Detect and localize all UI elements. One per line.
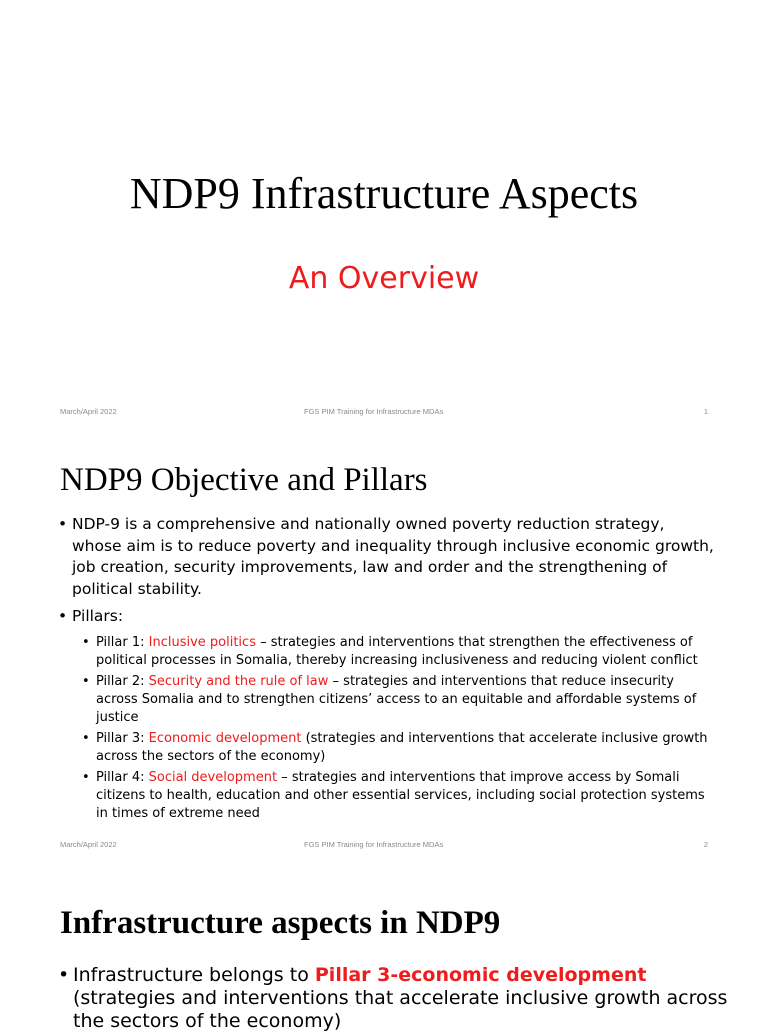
- slide-1-title: NDP9 Infrastructure Aspects: [129, 169, 639, 218]
- bullet-icon: •: [58, 515, 68, 533]
- list-item: [58, 606, 718, 628]
- list-item: [58, 964, 728, 1033]
- slide-1-footer: [0, 407, 768, 421]
- slide-3-body: [58, 964, 728, 1033]
- pillar-description: – strategies and interventions that reduce insecurity across Somalia and to strengthen citizens’ access to an equitable and affordable systems of justice: [96, 673, 697, 725]
- list-item: [58, 514, 718, 600]
- pillar-prefix: Pillar 2:: [96, 673, 149, 689]
- pillar-item-2: [58, 673, 718, 727]
- bullet-icon: •: [82, 634, 90, 650]
- slide-1-subtitle: An Overview: [288, 261, 480, 296]
- footer-date: March/April 2022: [60, 840, 117, 849]
- slide-2-body: [58, 514, 718, 826]
- bullet-description: (strategies and interventions that accelerate inclusive growth across the sectors of the economy): [73, 987, 728, 1032]
- pillar-highlight: Security and the rule of law: [148, 673, 329, 689]
- bullet-icon: •: [82, 769, 90, 785]
- footer-date: March/April 2022: [60, 407, 117, 416]
- slide-2-footer: [0, 840, 768, 854]
- slide-2-title: NDP9 Objective and Pillars: [60, 462, 428, 498]
- bullet-icon: •: [82, 673, 90, 689]
- pillar-description: (strategies and interventions that accelerate inclusive growth across the sectors of the economy): [96, 730, 708, 764]
- pillar-prefix: Pillar 4:: [96, 769, 149, 785]
- pillar-item-4: [58, 769, 718, 823]
- pillar-item-1: [58, 634, 718, 670]
- pillar-prefix: Pillar 3:: [96, 730, 149, 746]
- slide-3-title: Infrastructure aspects in NDP9: [60, 905, 501, 941]
- slide-3: [0, 864, 768, 1032]
- bullet-text: NDP-9 is a comprehensive and nationally owned poverty reduction strategy, whose aim is to reduce poverty and inequality through inclusive economic growth, job creation, security improvements, law and order and the strengthening of political stability.: [72, 515, 714, 598]
- bullet-icon: •: [58, 964, 70, 986]
- slide-2: [0, 432, 768, 864]
- pillar-highlight: Economic development: [148, 730, 302, 746]
- footer-center-text: FGS PIM Training for Infrastructure MDAs: [304, 840, 444, 849]
- bullet-icon: •: [82, 730, 90, 746]
- bullet-icon: •: [58, 607, 68, 625]
- pillar-highlight: Social development: [148, 769, 278, 785]
- footer-page-number: 2: [703, 840, 708, 849]
- bullet-text: Pillars:: [72, 607, 124, 625]
- slide-1: [0, 0, 768, 432]
- pillar-prefix: Pillar 1:: [96, 634, 149, 650]
- footer-center-text: FGS PIM Training for Infrastructure MDAs: [304, 407, 444, 416]
- pillar-highlight: Inclusive politics: [148, 634, 256, 650]
- bullet-prefix: Infrastructure belongs to: [73, 964, 315, 986]
- pillar-item-3: [58, 730, 718, 766]
- bullet-highlight: Pillar 3-economic development: [314, 964, 647, 986]
- pillar-description: – strategies and interventions that improve access by Somali citizens to health, education and other essential services, including social protection systems in times of extreme need: [96, 769, 705, 821]
- footer-page-number: 1: [703, 407, 708, 416]
- pillar-description: – strategies and interventions that strengthen the effectiveness of political processes in Somalia, thereby increasing inclusiveness and reducing violent conflict: [96, 634, 698, 668]
